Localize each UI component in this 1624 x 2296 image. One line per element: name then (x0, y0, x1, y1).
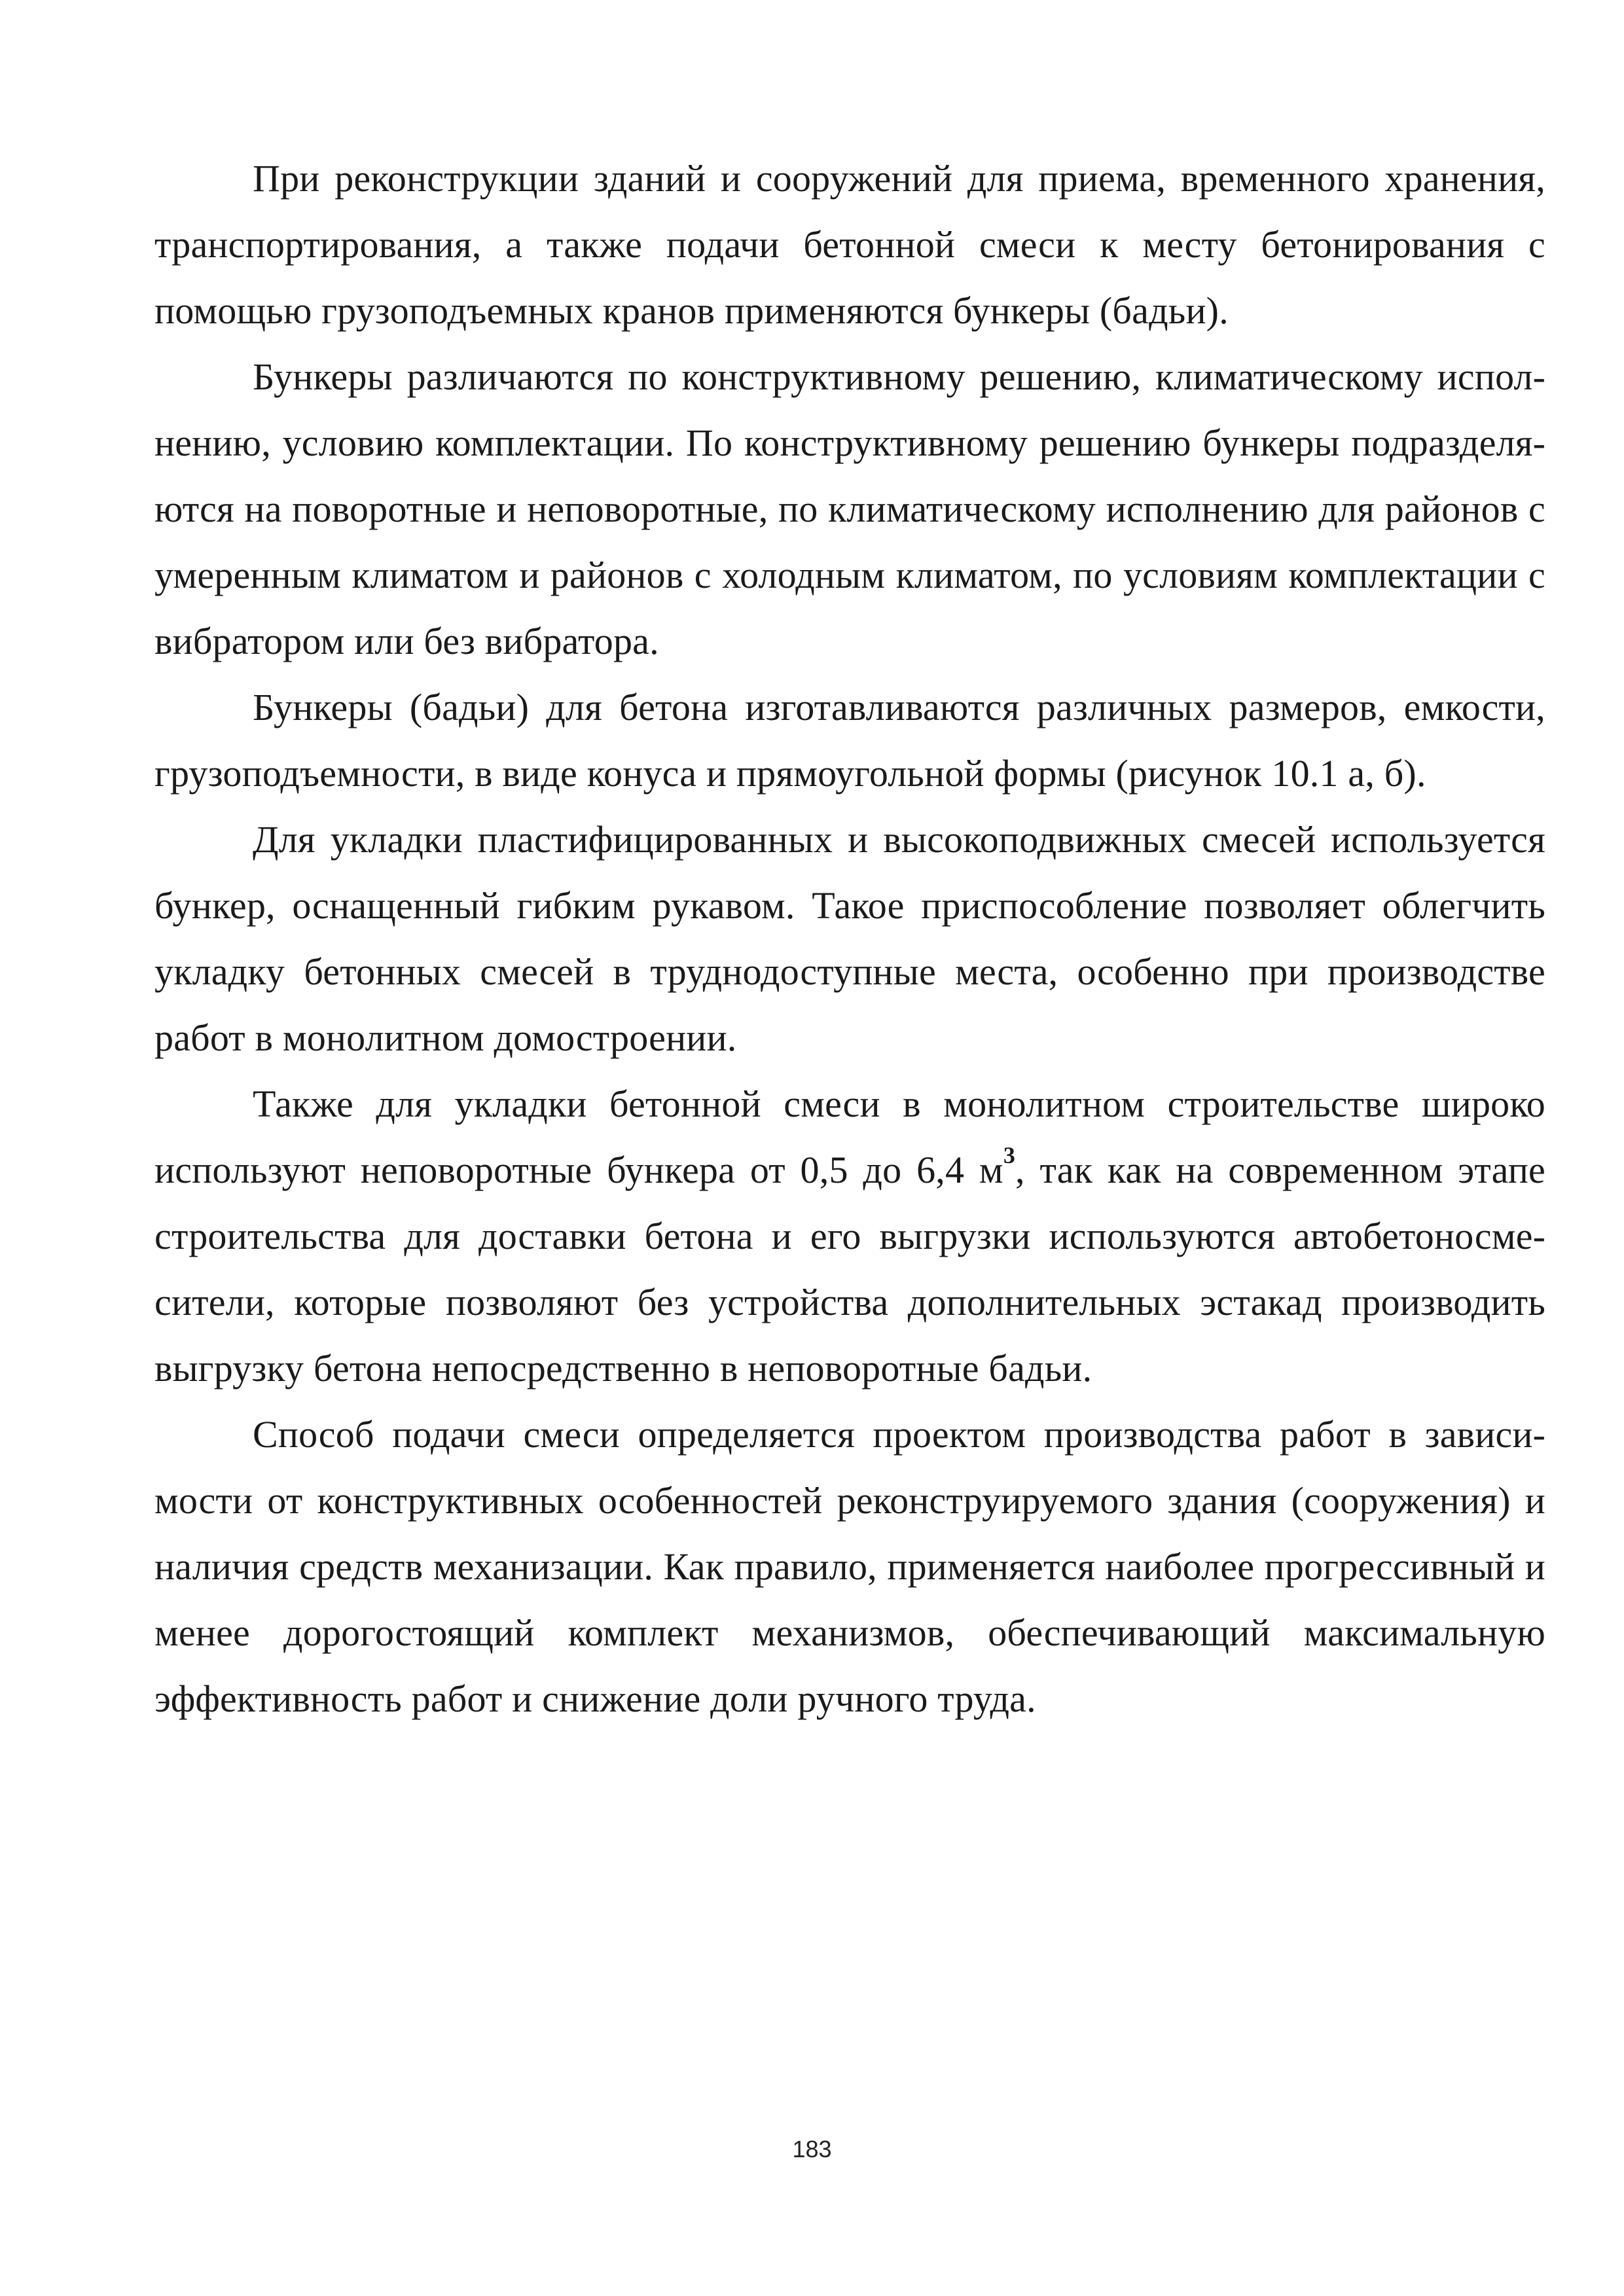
paragraph-bunkers-sizes: Бункеры (бадьи) для бетона изготавливаются различных размеров, емкости, грузоподъемности, в виде конуса и прямоугольной формы (рисунок 10.1 а, б). (154, 686, 1545, 795)
page-number: 183 (792, 2136, 832, 2162)
paragraph-delivery-method: Способ подачи смеси определяется проектом производства работ в зависимости от конструктивных особенностей реконструируемого здания (сооружения) и наличия средств механизации. Как правило, применяется наиболее прогрессивный и менее дорогостоящий комплект механизмов, обеспечивающий максимальную эффективность работ и снижение доли ручного труда. (154, 1413, 1545, 1720)
paragraph-bunkers-classification: Бункеры различаются по конструктивному решению, климатическому исполнению, условию комплектации. По конструктивному решению бункеры подразделяются на поворотные и неповоротные, по климатическому исполнению для районов с умеренным климатом и районов с холодным климатом, по условиям комплектации с вибратором или без вибратора. (154, 355, 1545, 662)
fixed-bunkers-text-start: Также для укладки бетонной смеси в монолитном строительстве широко используют неповоротные бункера от 0,5 до 6,4 м (154, 1083, 1545, 1191)
paragraph-bunkers-purpose: При реконструкции зданий и сооружений для приема, временного хранения, транспортирования, а также подачи бетонной смеси к месту бетонирования с помощью грузоподъемных кранов применяются бункеры (бадьи). (154, 157, 1545, 332)
page-body (154, 145, 1545, 1732)
fixed-bunkers-text-end: , так как на современном этапе строительства для доставки бетона и его выгрузки используются автобетоносмесители, которые позволяют без устройства дополнительных эстакад производить выгрузку бетона непосредственно в неповоротные бадьи. (154, 1149, 1545, 1390)
paragraph-fixed-bunkers (154, 1071, 1545, 1401)
cubic-superscript: 3 (1003, 1142, 1016, 1168)
paragraph-flexible-sleeve: Для укладки пластифицированных и высокоподвижных смесей используется бункер, оснащенный гибким рукавом. Такое приспособление позволяет облегчить укладку бетонных смесей в труднодоступные места, особенно при производстве работ в монолитном домостроении. (154, 818, 1545, 1059)
